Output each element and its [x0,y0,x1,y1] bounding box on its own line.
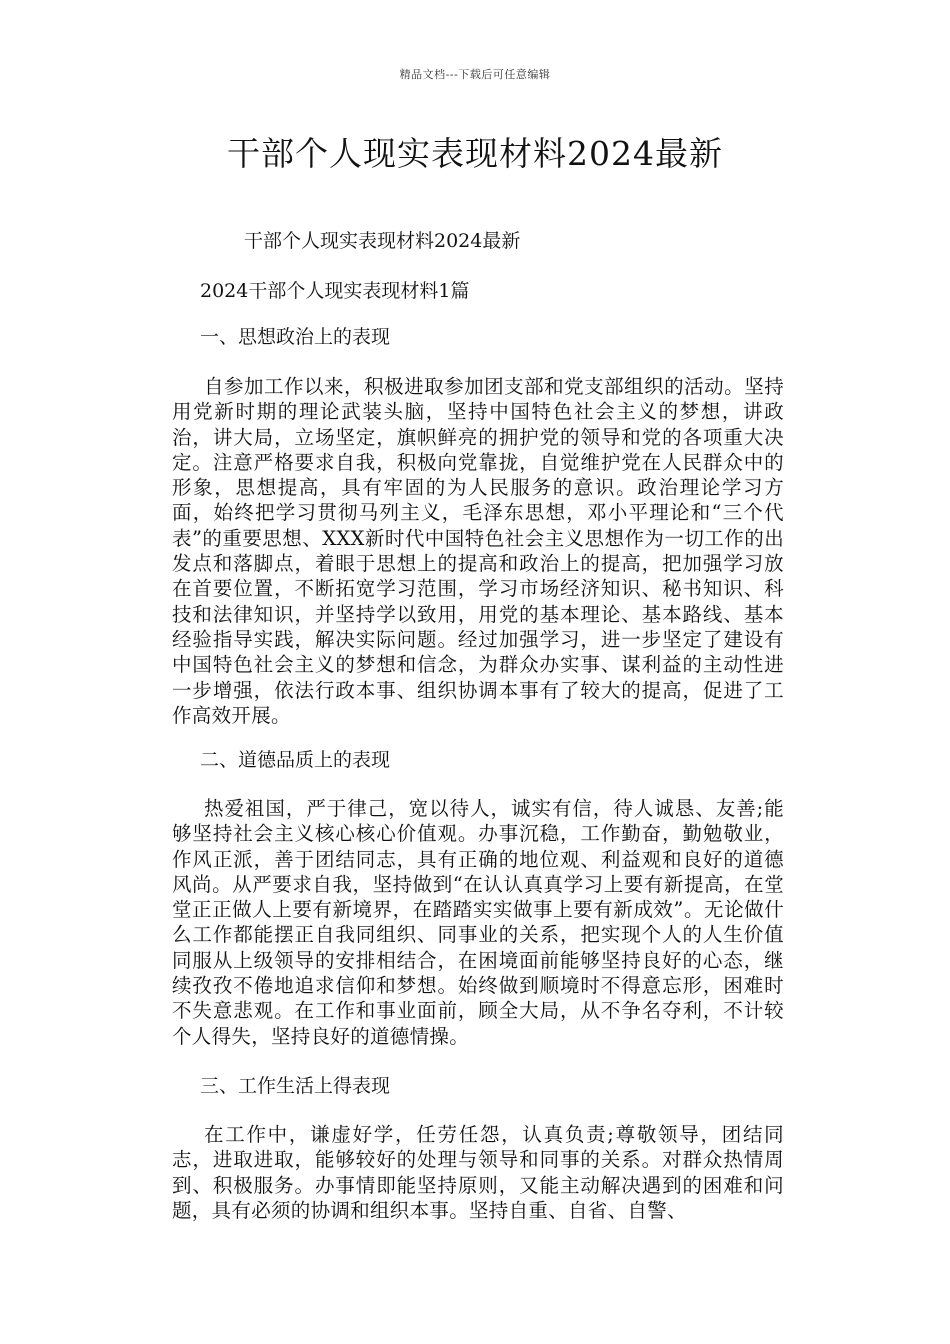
section-body-morality: 热爱祖国，严于律己，宽以待人，诚实有信，待人诚恳、友善;能够坚持社会主义核心核心价值观。办事沉稳，工作勤奋，勤勉敬业，作风正派，善于团结同志，具有正确的地位观、利益观和良好的道德风尚。从严要求自我，坚持做到“在认认真真学习上要有新提高，在堂堂正正做人上要有新境界，在踏踏实实做事上要有新成效”。无论做什么工作都能摆正自我同组织、同事业的关系，把实现个人的人生价值同服从上级领导的安排相结合，在困境面前能够坚持良好的心态，继续孜孜不倦地追求信仰和梦想。始终做到顺境时不得意忘形，困难时不失意悲观。在工作和事业面前，顾全大局，从不争名夺利，不计较个人得失，坚持良好的道德情操。 [172,797,784,1048]
section-body-politics: 自参加工作以来，积极进取参加团支部和党支部组织的活动。坚持用党新时期的理论武装头脑，坚持中国特色社会主义的梦想，讲政治，讲大局，立场坚定，旗帜鲜亮的拥护党的领导和党的各项重大决定。注意严格要求自我，积极向党靠拢，自觉维护党在人民群众中的形象，思想提高，具有牢固的为人民服务的意识。政治理论学习方面，始终把学习贯彻马列主义，毛泽东思想，邓小平理论和“三个代表”的重要思想、XXX新时代中国特色社会主义思想作为一切工作的出发点和落脚点，着眼于思想上的提高和政治上的提高，把加强学习放在首要位置，不断拓宽学习范围，学习市场经济知识、秘书知识、科技和法律知识，并坚持学以致用，用党的基本理论、基本路线、基本经验指导实践，解决实际问题。经过加强学习，进一步坚定了建设有中国特色社会主义的梦想和信念，为群众办实事、谋利益的主动性进一步增强，依法行政本事、组织协调本事有了较大的提高，促进了工作高效开展。 [172,375,784,727]
section-heading-politics: 一、思想政治上的表现 [200,326,391,348]
section-body-work: 在工作中，谦虚好学，任劳任怨，认真负责;尊敬领导，团结同志，进取进取，能够较好的处理与领导和同事的关系。对群众热情周到、积极服务。办事情即能坚持原则，又能主动解决遇到的困难和问题，具有必须的协调和组织本事。坚持自重、自省、自警、 [172,1123,784,1222]
document-subtitle: 干部个人现实表现材料2024最新 [244,230,521,252]
section-heading-work: 三、工作生活上得表现 [200,1075,391,1097]
section-intro: 2024干部个人现实表现材料1篇 [200,280,470,302]
header-note: 精品文档---下载后可任意编辑 [399,68,551,81]
section-heading-morality: 二、道德品质上的表现 [200,749,391,771]
document-title: 干部个人现实表现材料2024最新 [227,134,723,173]
